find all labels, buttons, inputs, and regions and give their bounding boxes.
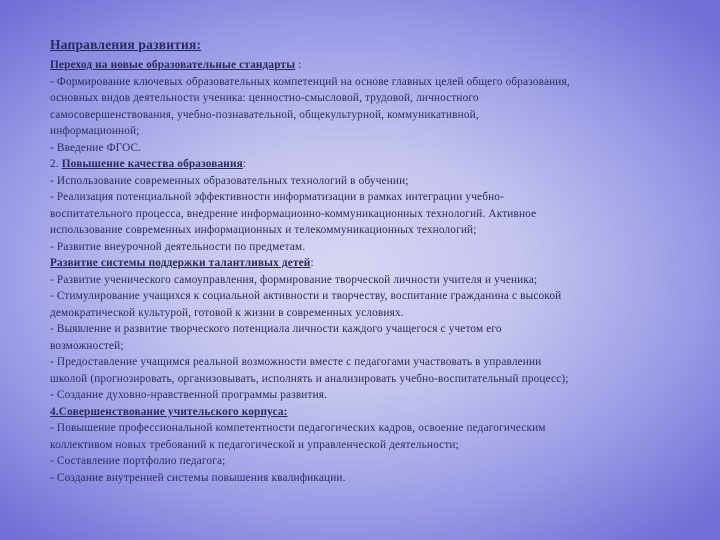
section1-heading: Переход на новые образовательные стандарты xyxy=(50,59,296,71)
section4-heading-line xyxy=(50,404,690,421)
section2-number: 2. xyxy=(50,158,62,170)
section1-line: основных видов деятельности ученика: ценностно-смысловой, трудовой, личностного xyxy=(50,92,479,104)
section1-line: самосовершенствования, учебно-познавательной, общекультурной, коммуникативной, xyxy=(50,108,479,121)
section1-heading-line xyxy=(50,57,690,74)
section1-line: - Формирование ключевых образовательных компетенций на основе главных целей общего образования, xyxy=(50,75,570,88)
section4-heading: 4.Совершенствование учительского корпуса: xyxy=(50,405,288,418)
section2-heading-suffix: : xyxy=(242,158,247,170)
section4-line: - Повышение профессиональной компетентности педагогических кадров, освоение педагогическим xyxy=(50,422,546,434)
section3-heading: Развитие системы поддержки талантливых детей xyxy=(50,257,311,269)
section3-line: - Выявление и развитие творческого потенциала личности каждого учащегося с учетом его xyxy=(50,323,502,335)
section1-line: информационной; xyxy=(50,125,140,137)
section2-heading-line xyxy=(50,156,690,173)
slide-body xyxy=(50,57,690,486)
section3-line: - Предоставление учащимся реальной возможности вместе с педагогами участвовать в управлении xyxy=(50,356,542,368)
slide-title: Направления развития: xyxy=(50,37,202,52)
section3-heading-line xyxy=(50,255,690,272)
section2-line: использование современных информационных и телекоммуникационных технологий; xyxy=(50,224,477,236)
section2-line: - Реализация потенциальной эффективности информатизации в рамках интеграции учебно- xyxy=(50,191,504,203)
section1-line: - Введение ФГОС. xyxy=(50,141,142,154)
section2-heading: Повышение качества образования xyxy=(61,158,243,170)
section3-line: - Развитие ученического самоуправления, формирование творческой личности учителя и ученика; xyxy=(50,273,538,286)
section3-line: - Создание духовно-нравственной программы развития. xyxy=(50,389,328,401)
slide-content xyxy=(50,37,690,486)
section2-line: - Использование современных образовательных технологий в обучении; xyxy=(50,174,409,187)
section2-line: воспитательного процесса, внедрение информационно-коммуникационных технологий. Активное xyxy=(50,207,537,220)
section4-line: - Составление портфолио педагога; xyxy=(50,455,226,467)
section1-heading-suffix: : xyxy=(295,59,302,71)
section3-line: - Стимулирование учащихся к социальной активности и творчеству, воспитание гражданина с высокой xyxy=(50,290,562,302)
section3-line: демократической культурой, готовой к жизни в современных условиях. xyxy=(50,306,404,319)
section4-line: коллективом новых требований к педагогической и управленческой деятельности; xyxy=(50,438,459,451)
section3-heading-suffix: : xyxy=(310,257,314,269)
section2-line: - Развитие внеурочной деятельности по предметам. xyxy=(50,240,306,253)
section3-line: возможностей; xyxy=(50,339,124,352)
section4-line: - Создание внутренней системы повышения квалификации. xyxy=(50,471,346,484)
section3-line: школой (прогнозировать, организовывать, исполнять и анализировать учебно-воспитательный процесс); xyxy=(50,372,569,385)
